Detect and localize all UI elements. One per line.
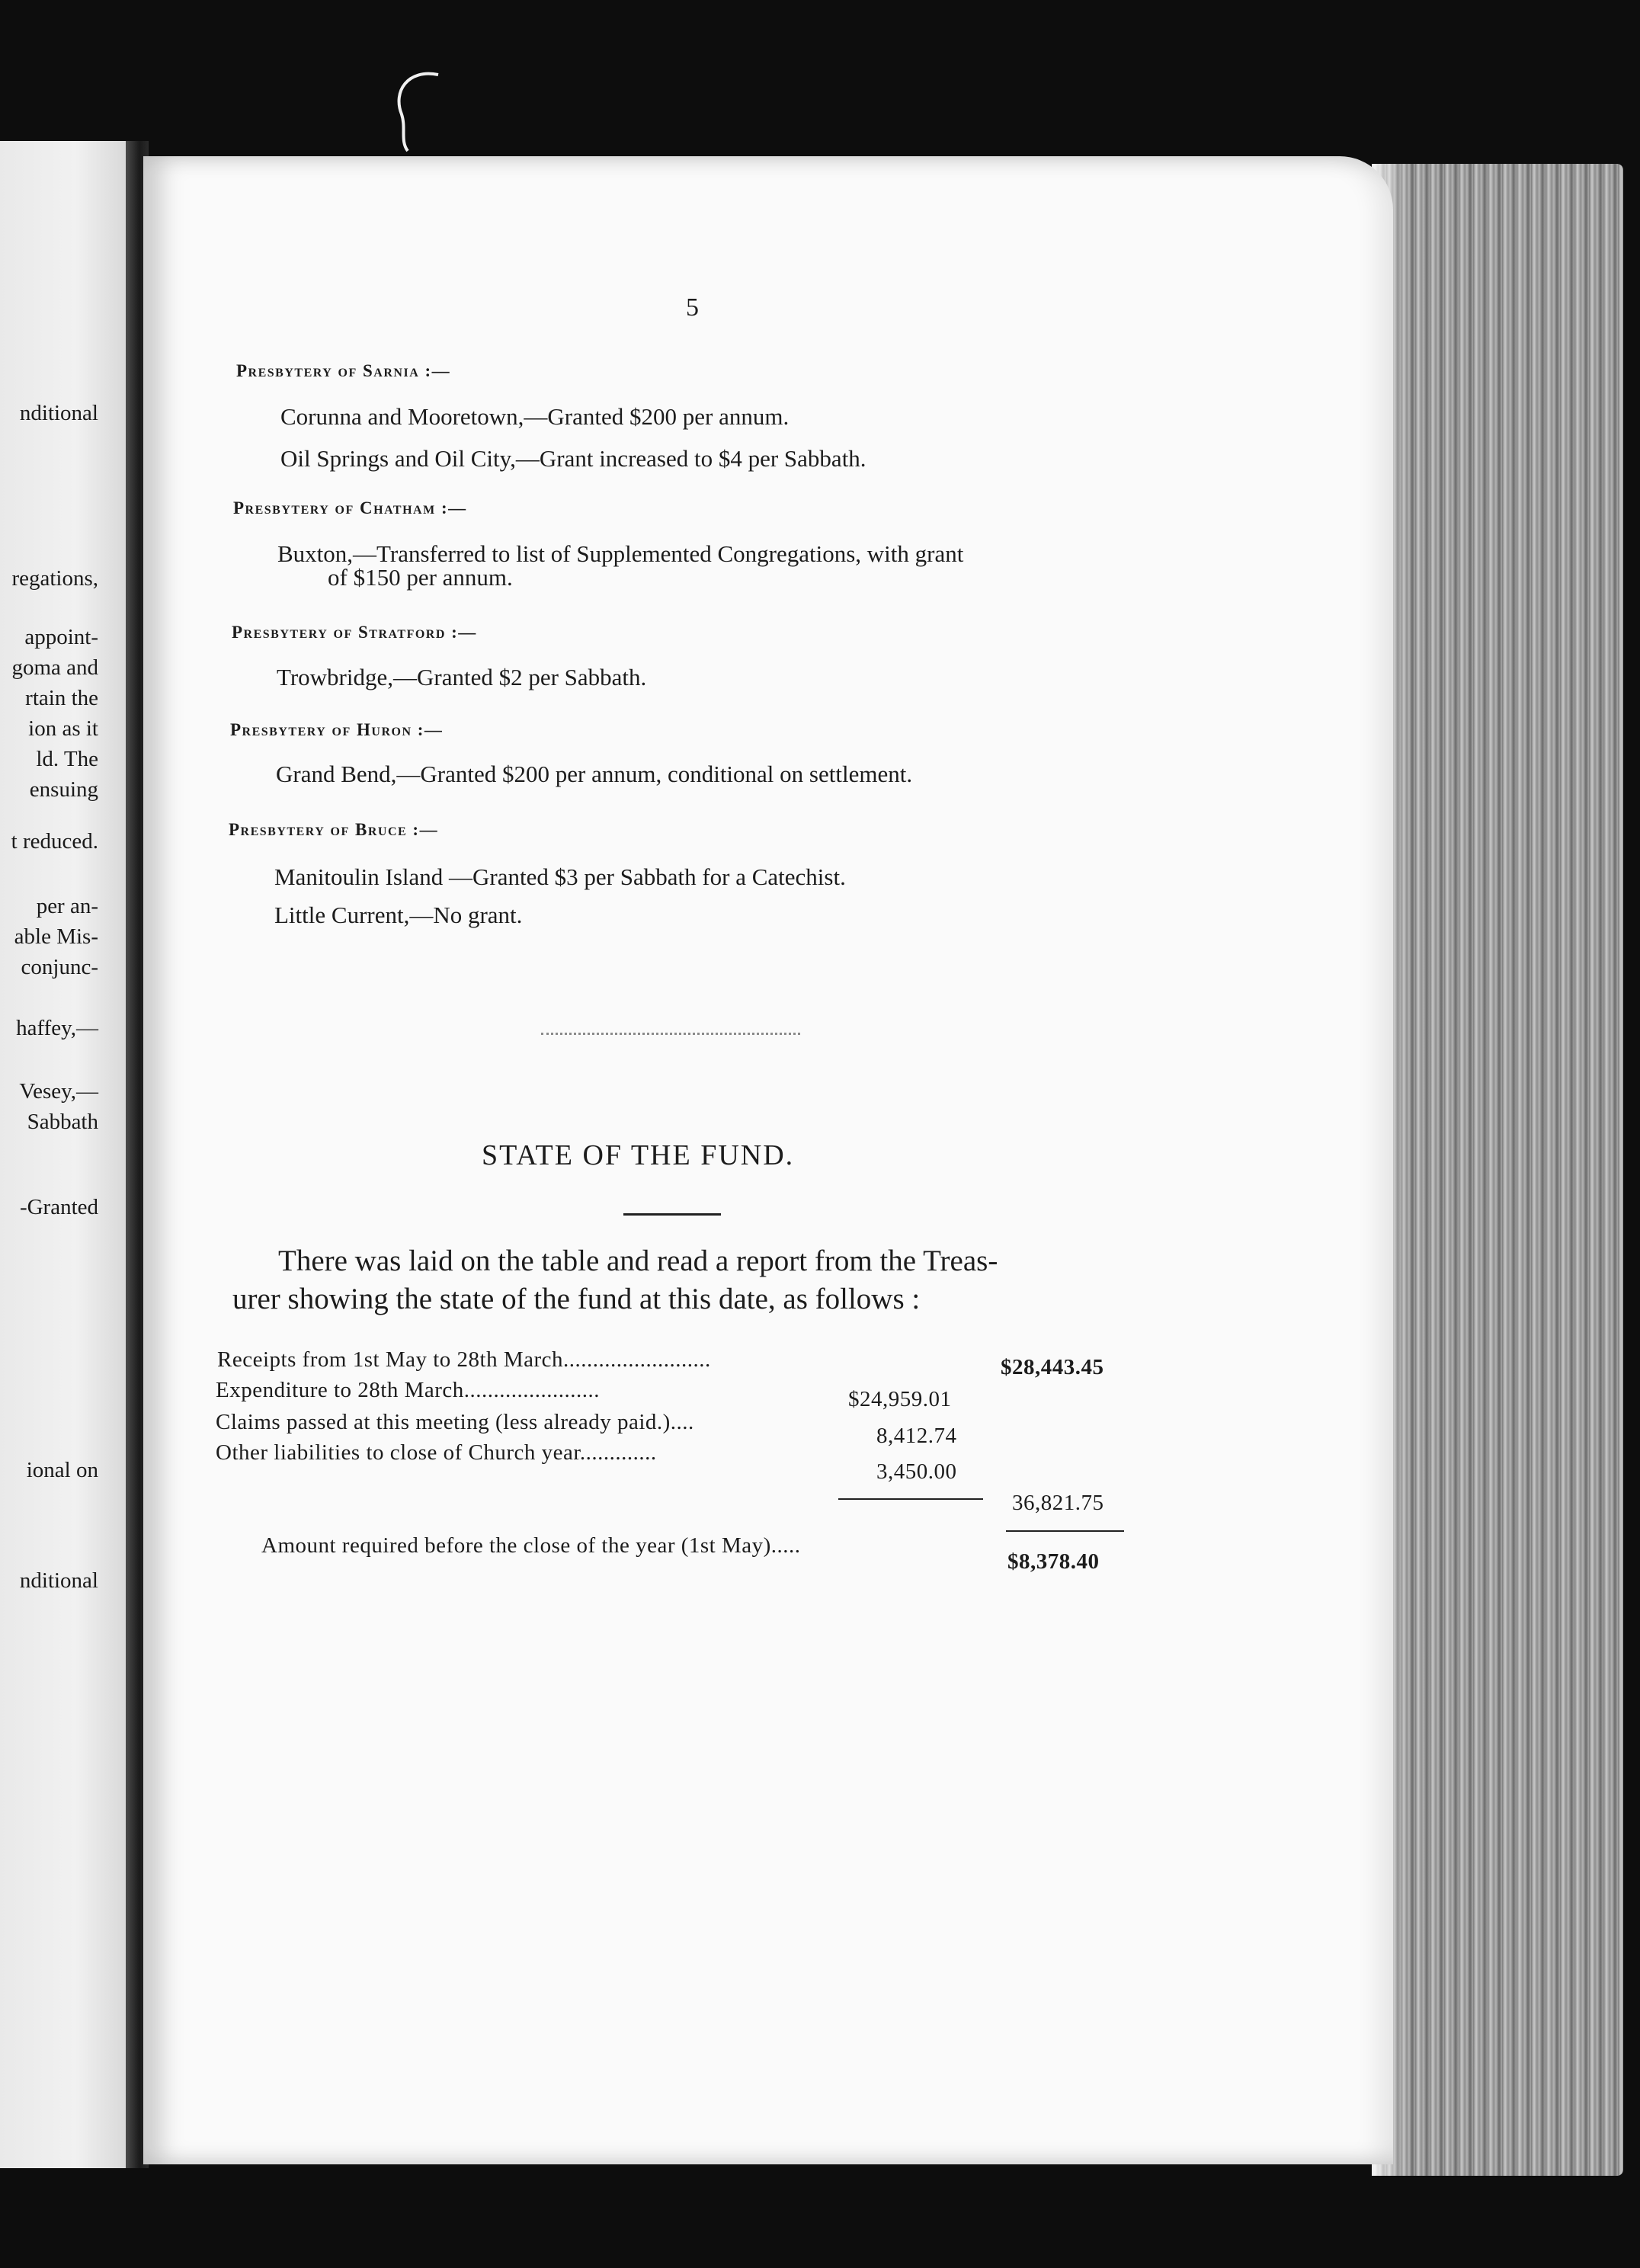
- grant-entry: Grand Bend,—Granted $200 per annum, conditional on settlement.: [276, 761, 913, 787]
- ledger-required-label: Amount required before the close of the year (1st May).....: [261, 1533, 801, 1558]
- ledger-other-amount: 3,450.00: [876, 1459, 957, 1484]
- left-page-fragment: nditional: [19, 1568, 98, 1593]
- left-page-fragment: ion as it: [28, 716, 98, 741]
- left-page-fragment: goma and: [11, 655, 98, 680]
- grant-entry: Buxton,—Transferred to list of Supplemented Congregations, with grant: [277, 540, 964, 567]
- grant-entry: Trowbridge,—Granted $2 per Sabbath.: [277, 664, 647, 690]
- left-page-fragment: conjunc-: [21, 955, 98, 979]
- ledger-receipts-total: $28,443.45: [1001, 1355, 1104, 1379]
- presbytery-heading: Presbytery of Chatham :—: [233, 498, 467, 517]
- left-page-fragment: ional on: [26, 1458, 98, 1482]
- left-page-fragment: able Mis-: [14, 924, 98, 949]
- subtotal-rule: [838, 1498, 983, 1500]
- ledger-expenditure-label: Expenditure to 28th March.......................: [216, 1378, 601, 1402]
- page-edges: [1372, 164, 1623, 2176]
- grant-entry: Little Current,—No grant.: [274, 902, 523, 928]
- ledger-claims-label: Claims passed at this meeting (less already paid.)....: [216, 1410, 694, 1434]
- left-page-fragment: per an-: [36, 894, 98, 918]
- grant-entry: Manitoulin Island —Granted $3 per Sabbath for a Catechist.: [274, 863, 846, 890]
- stray-hair-mark: [385, 69, 453, 152]
- presbytery-heading: Presbytery of Sarnia :—: [236, 361, 451, 380]
- ledger-other-label: Other liabilities to close of Church year.............: [216, 1440, 657, 1465]
- presbytery-heading: Presbytery of Huron :—: [230, 720, 444, 739]
- left-page-fragment: haffey,—: [16, 1016, 98, 1040]
- left-page-fragment: -Granted: [19, 1195, 98, 1219]
- total-rule: [1006, 1530, 1124, 1532]
- ledger-required-amount: $8,378.40: [1007, 1549, 1100, 1574]
- grant-entry: Corunna and Mooretown,—Granted $200 per annum.: [280, 403, 790, 430]
- presbytery-heading: Presbytery of Stratford :—: [232, 623, 477, 642]
- left-page-fragment: nditional: [19, 401, 98, 425]
- left-page-fragment: t reduced.: [11, 829, 98, 854]
- left-page-fragment: rtain the: [25, 686, 98, 710]
- ledger-receipts-label: Receipts from 1st May to 28th March.........................: [217, 1347, 711, 1372]
- left-page-fragment: Vesey,—: [19, 1079, 98, 1104]
- grant-entry: Oil Springs and Oil City,—Grant increased to $4 per Sabbath.: [280, 445, 866, 472]
- left-page-fragment: regations,: [11, 566, 98, 591]
- title-rule: [623, 1213, 721, 1216]
- section-separator: [541, 1033, 800, 1035]
- page-number: 5: [686, 293, 699, 322]
- intro-text-line: urer showing the state of the fund at this date, as follows :: [232, 1283, 921, 1315]
- left-page-fragment: Sabbath: [27, 1110, 98, 1134]
- ledger-liabilities-total: 36,821.75: [1012, 1491, 1104, 1515]
- ledger-expenditure-amount: $24,959.01: [848, 1387, 952, 1411]
- left-page-edge: [0, 141, 126, 2168]
- ledger-claims-amount: 8,412.74: [876, 1424, 957, 1448]
- intro-text-line: There was laid on the table and read a report from the Treas-: [278, 1245, 998, 1277]
- left-page-fragment: appoint-: [24, 625, 98, 649]
- left-page-fragment: ld. The: [36, 747, 98, 771]
- grant-entry: of $150 per annum.: [328, 564, 513, 591]
- left-page-fragment: ensuing: [29, 777, 98, 802]
- presbytery-heading: Presbytery of Bruce :—: [229, 820, 439, 839]
- section-title: STATE OF THE FUND.: [482, 1139, 795, 1171]
